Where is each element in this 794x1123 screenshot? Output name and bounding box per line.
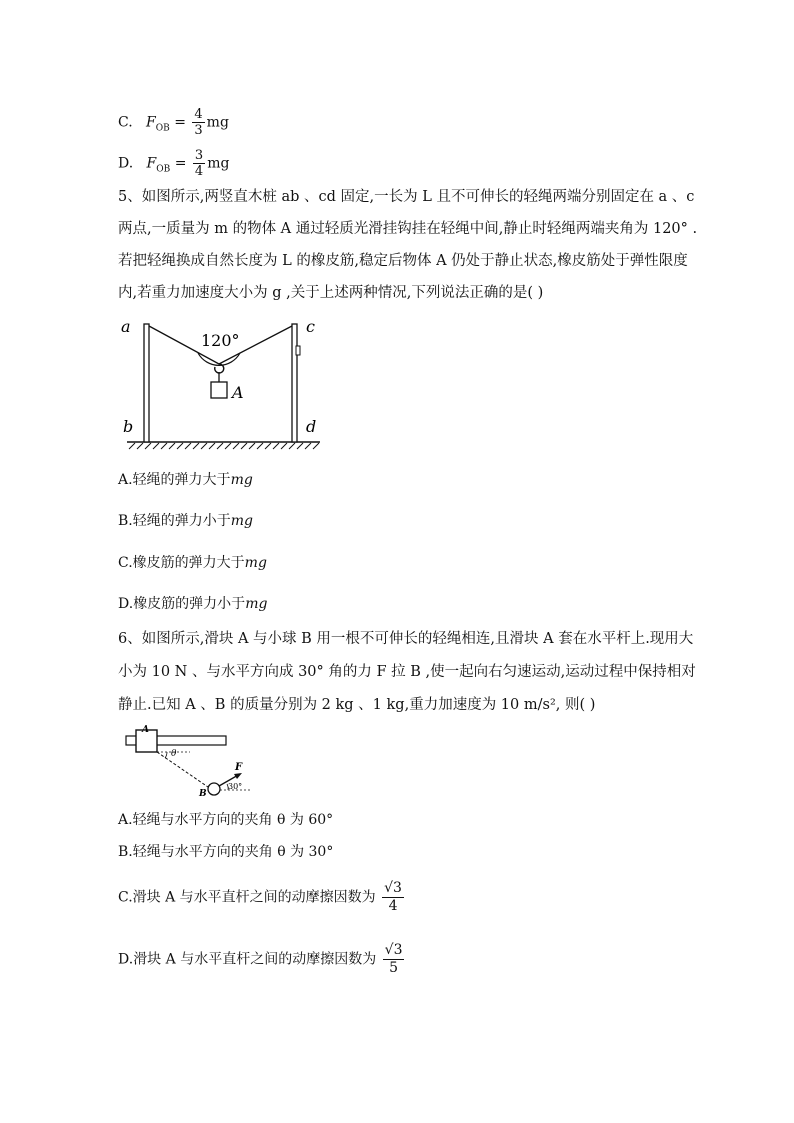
svg-text:30°: 30° — [228, 782, 243, 791]
q4-option-d: D. $F_{OB}$ = $\frac{3}{4}$ mg — [118, 148, 230, 179]
fraction: $\frac{√3}{5}$ — [384, 942, 403, 976]
q6-figure — [120, 724, 260, 799]
q5-option-c: C.橡皮筋的弹力大于mg — [118, 555, 267, 571]
q6-option-b: B.轻绳与水平方向的夹角 θ 为 30° — [118, 844, 334, 860]
q5-stem-line-4: 内,若重力加速度大小为 g ,关于上述两种情况,下列说法正确的是( ) — [118, 285, 544, 301]
q6-stem-line-1: 6、如图所示,滑块 A 与小球 B 用一根不可伸长的轻绳相连,且滑块 A 套在水平杆上.现用大 — [118, 631, 694, 647]
q6-option-d: D.滑块 A 与水平直杆之间的动摩擦因数为 $\frac{√3}{5}$ — [118, 942, 403, 976]
ball — [208, 783, 220, 795]
q5-option-d: D.橡皮筋的弹力小于mg — [118, 596, 268, 612]
svg-text:B: B — [199, 789, 207, 799]
label-a: a — [121, 317, 131, 336]
q5-option-a: A.轻绳的弹力大于mg — [118, 472, 253, 488]
svg-text:F: F — [235, 762, 243, 773]
q5-stem-line-3: 若把轻绳换成自然长度为 L 的橡皮筋,稳定后物体 A 仍处于静止状态,橡皮筋处于弹性限度 — [118, 253, 688, 269]
q6-option-a: A.轻绳与水平方向的夹角 θ 为 60° — [118, 812, 334, 828]
fraction: $\frac{4}{3}$ — [194, 107, 203, 138]
label-c: c — [306, 317, 315, 336]
q6-stem-line-2: 小为 10 N 、与水平方向成 30° 角的力 F 拉 B ,使一起向右匀速运动,运动过程中保持相对 — [118, 664, 696, 680]
q5-option-b: B.轻绳的弹力小于mg — [118, 513, 253, 529]
svg-text:A: A — [232, 383, 244, 402]
svg-text:A: A — [142, 725, 149, 735]
label-d: d — [306, 417, 317, 436]
fraction: $\frac{3}{4}$ — [194, 148, 204, 179]
force-symbol: F — [146, 114, 156, 131]
q5-stem-line-2: 两点,一质量为 m 的物体 A 通过轻质光滑挂钩挂在轻绳中间,静止时轻绳两端夹角为 120° . — [118, 221, 698, 237]
q5-stem-line-1: 5、如图所示,两竖直木桩 ab 、cd 固定,一长为 L 且不可伸长的轻绳两端分别固定在 a 、c — [118, 189, 695, 205]
force-symbol: F — [146, 155, 157, 172]
q5-figure — [115, 312, 330, 457]
q4-option-c: C. $F_{OB}$ = $\frac{4}{3}$ mg — [118, 107, 229, 138]
label-b: b — [123, 417, 134, 436]
q6-option-c: C.滑块 A 与水平直杆之间的动摩擦因数为 $\frac{√3}{4}$ — [118, 880, 402, 914]
q6-stem-line-3: 静止.已知 A 、B 的质量分别为 2 kg 、1 kg,重力加速度为 10 m/s², 则( ) — [118, 697, 596, 713]
mass-block — [211, 382, 227, 398]
svg-text:θ: θ — [171, 749, 177, 759]
fraction: $\frac{√3}{4}$ — [384, 880, 402, 914]
angle-label: 120° — [201, 331, 240, 350]
